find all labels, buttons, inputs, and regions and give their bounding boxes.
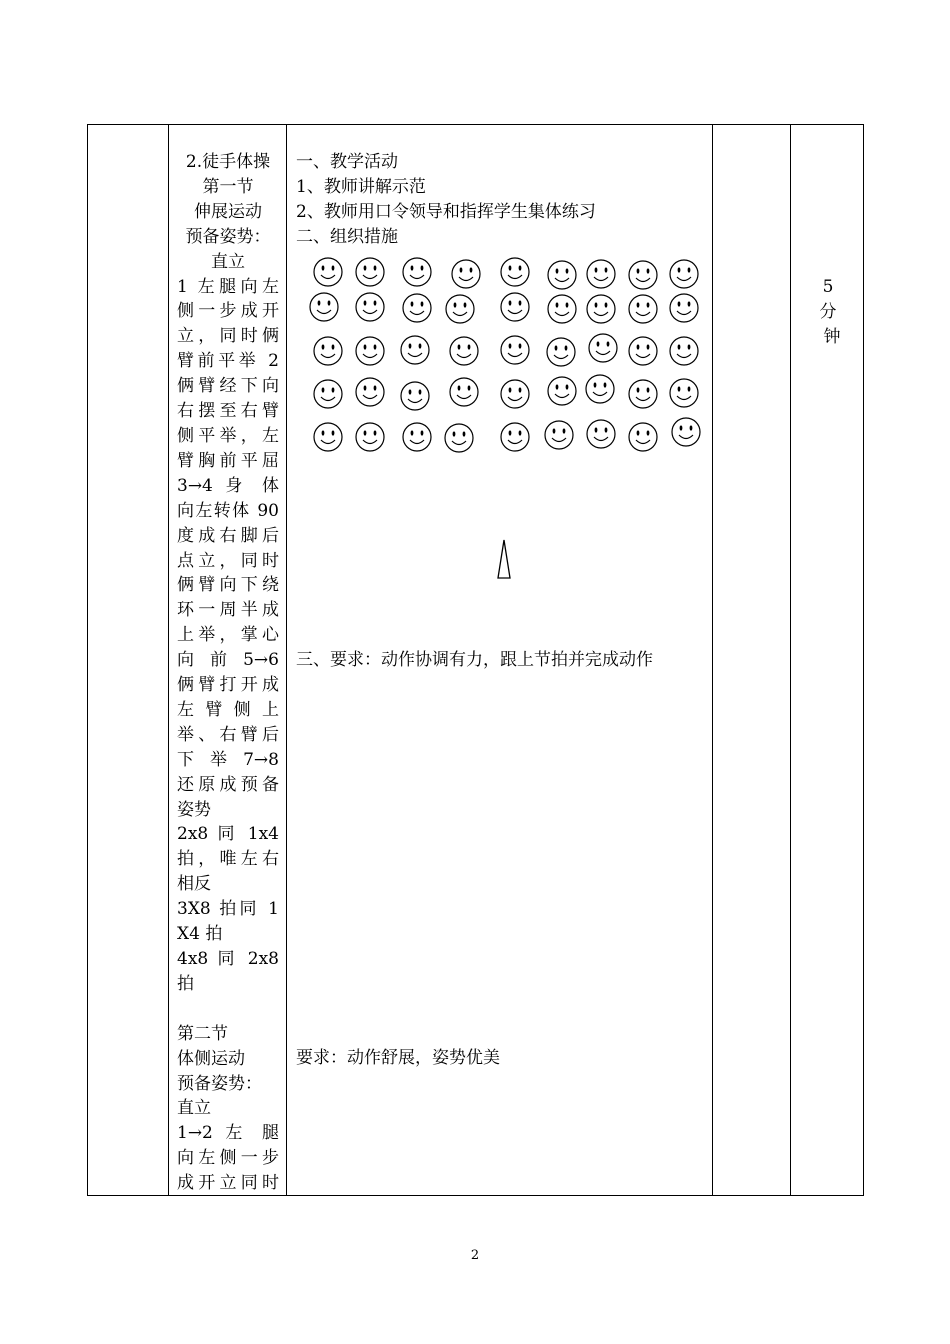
- smiley-face-icon: [548, 295, 576, 323]
- content-line: 3X8 拍同 1: [177, 899, 279, 920]
- content-line: 第二节: [177, 1023, 228, 1044]
- smiley-face-icon: [670, 337, 698, 365]
- smiley-face-icon: [450, 337, 478, 365]
- smiley-face-icon: [310, 293, 338, 321]
- requirement-1-text: 三、要求：动作协调有力，跟上节拍并完成动作: [296, 650, 653, 670]
- content-line: [177, 997, 279, 1022]
- smiley-face-icon: [587, 295, 615, 323]
- smiley-face-icon: [401, 336, 429, 364]
- content-line: 向左转体 90: [177, 500, 279, 521]
- smiley-face-icon: [450, 378, 478, 406]
- smiley-face-icon: [501, 336, 529, 364]
- smiley-face-icon: [314, 423, 342, 451]
- time-unit-1: 分: [819, 301, 837, 322]
- organization-heading: 二、组织措施: [296, 226, 398, 247]
- smiley-face-icon: [589, 334, 617, 362]
- content-line: 下 举 7→8: [177, 749, 279, 770]
- table-divider-3: [712, 124, 713, 1196]
- smiley-face-icon: [545, 421, 573, 449]
- requirement-2-text: 要求：动作舒展，姿势优美: [296, 1048, 500, 1068]
- smiley-face-icon: [401, 382, 429, 410]
- smiley-face-icon: [356, 258, 384, 286]
- smiley-face-icon: [356, 337, 384, 365]
- content-line: 直立: [211, 251, 245, 272]
- smiley-face-icon: [629, 380, 657, 408]
- content-line: 上举，掌心: [177, 625, 279, 646]
- content-line: X4 拍: [177, 924, 223, 945]
- content-line: 相反: [177, 874, 211, 895]
- teacher-position-icon: [492, 536, 516, 582]
- content-line: 直立: [177, 1098, 211, 1119]
- smiley-face-icon: [314, 380, 342, 408]
- smiley-face-icon: [314, 337, 342, 365]
- content-line: 体侧运动: [177, 1048, 245, 1069]
- content-line: 右摆至右臂: [177, 401, 279, 422]
- page-number: 2: [470, 1248, 480, 1263]
- smiley-face-icon: [548, 377, 576, 405]
- smiley-face-icon: [629, 337, 657, 365]
- smiley-face-icon: [501, 423, 529, 451]
- content-line: 2x8 同 1x4: [177, 824, 279, 845]
- table-border-right: [863, 124, 864, 1196]
- table-divider-4: [790, 124, 791, 1196]
- smiley-face-icon: [445, 424, 473, 452]
- smiley-face-icon: [314, 258, 342, 286]
- content-line: 俩臂打开成: [177, 675, 279, 696]
- table-border-top: [87, 124, 864, 125]
- smiley-face-icon: [501, 258, 529, 286]
- content-line: 姿势: [177, 799, 211, 820]
- activity-heading: 一、教学活动: [296, 152, 398, 172]
- content-line: 预备姿势：: [185, 226, 271, 247]
- smiley-face-icon: [403, 423, 431, 451]
- smiley-face-icon: [356, 378, 384, 406]
- content-column: [177, 150, 279, 1196]
- content-line: 3→4 身 体: [177, 475, 279, 496]
- smiley-face-icon: [501, 293, 529, 321]
- content-line: 2.徒手体操: [185, 152, 271, 172]
- content-line: 举、右臂后: [177, 724, 279, 745]
- smiley-face-icon: [547, 338, 575, 366]
- table-divider-1: [168, 124, 169, 1196]
- activity-item-2: 2、教师用口令领导和指挥学生集体练习: [296, 201, 596, 222]
- content-line: 侧一步成开: [177, 301, 279, 322]
- table-divider-2: [286, 124, 287, 1196]
- smiley-face-icon: [629, 261, 657, 289]
- content-line: 左 臂 侧 上: [177, 699, 279, 720]
- content-line: 俩臂经下向: [177, 376, 279, 397]
- smiley-face-icon: [670, 294, 698, 322]
- table-border-left: [87, 124, 88, 1196]
- content-line: 环一周半成: [177, 600, 279, 621]
- content-line: 拍: [177, 973, 194, 994]
- smiley-face-icon: [670, 260, 698, 288]
- content-line: 侧平举，左: [177, 425, 279, 446]
- smiley-face-icon: [672, 418, 700, 446]
- time-value: 5: [822, 277, 834, 297]
- smiley-face-icon: [356, 423, 384, 451]
- content-line: 4x8 同 2x8: [177, 949, 279, 969]
- content-line: 1→2 左 腿: [177, 1123, 279, 1144]
- requirement-1: [296, 648, 706, 673]
- content-line: 预备姿势：: [177, 1073, 262, 1094]
- smiley-face-icon: [403, 258, 431, 286]
- smiley-face-icon: [452, 260, 480, 288]
- smiley-face-icon: [587, 260, 615, 288]
- content-line: 立，同时俩: [177, 326, 279, 347]
- smiley-face-icon: [586, 375, 614, 403]
- smiley-face-icon: [403, 294, 431, 322]
- content-line: 臂胸前平屈: [177, 450, 279, 471]
- content-line: 1 左腿向左: [177, 276, 279, 297]
- organization-column: [296, 150, 706, 250]
- smiley-face-icon: [501, 380, 529, 408]
- requirement-2: [296, 1046, 706, 1071]
- time-unit-2: 钟: [823, 326, 841, 347]
- smiley-face-icon: [629, 423, 657, 451]
- content-line: 成开立同时: [177, 1173, 279, 1194]
- content-line: 点立，同时: [177, 550, 279, 571]
- smiley-face-icon: [446, 295, 474, 323]
- smiley-face-icon: [356, 293, 384, 321]
- smiley-face-icon: [587, 420, 615, 448]
- content-line: 度成右脚后: [177, 525, 279, 546]
- content-line: 伸展运动: [194, 201, 262, 222]
- smiley-face-icon: [629, 295, 657, 323]
- smiley-face-icon: [670, 379, 698, 407]
- time-column: [800, 275, 856, 349]
- content-line: 还原成预备: [177, 774, 279, 795]
- content-line: 第一节: [202, 176, 254, 197]
- content-line: 俩臂向下绕: [177, 575, 279, 596]
- content-line: 臂前平举 2: [177, 351, 279, 372]
- activity-item-1: 1、教师讲解示范: [296, 176, 426, 197]
- content-line: 向 前 5→6: [177, 650, 279, 671]
- content-line: 拍，唯左右: [177, 849, 279, 870]
- student-formation: [300, 250, 710, 470]
- smiley-face-icon: [548, 261, 576, 289]
- content-line: 向左侧一步: [177, 1148, 279, 1169]
